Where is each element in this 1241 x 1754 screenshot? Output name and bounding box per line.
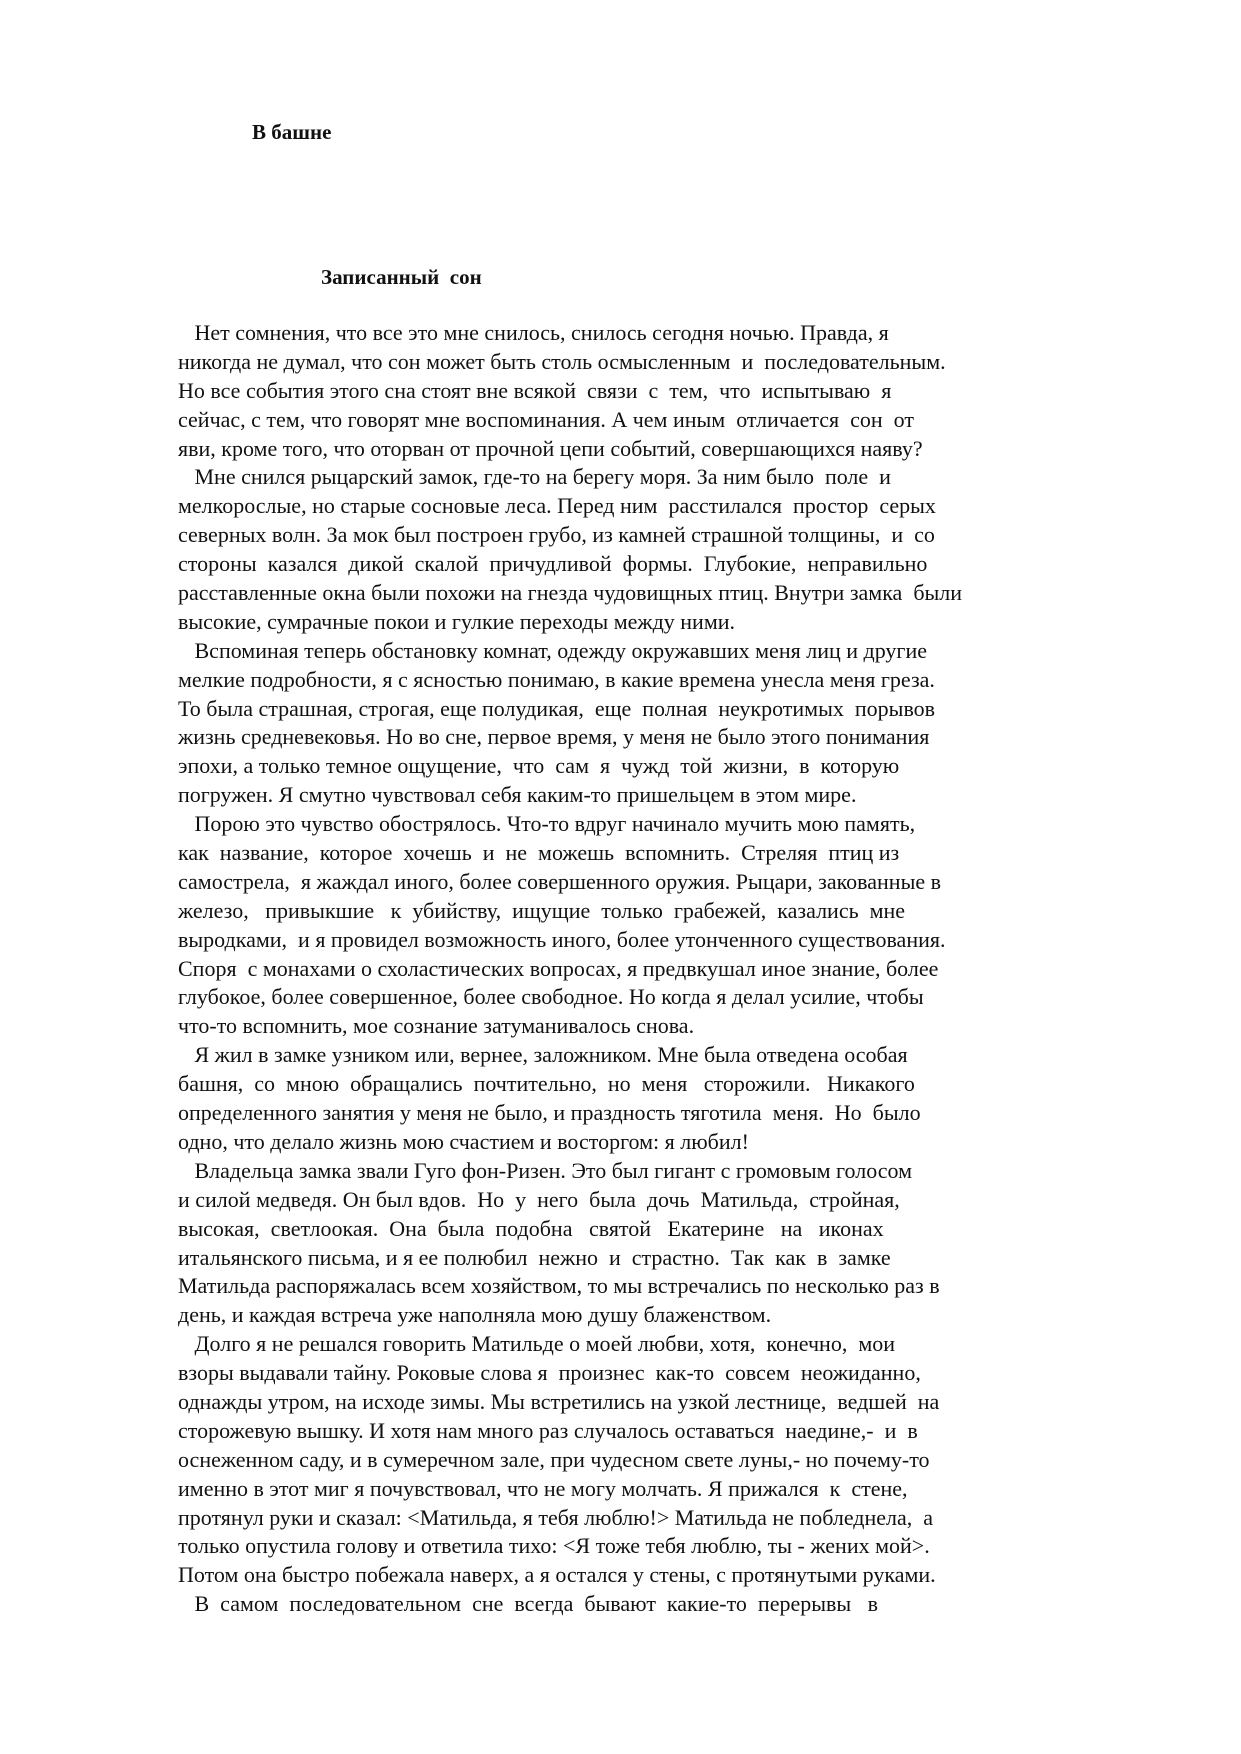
text-line: мелкорослые, но старые сосновые леса. Перед ним расстилался простор серых xyxy=(178,493,936,519)
text-line: Мне снился рыцарский замок, где-то на берегу моря. За ним было поле и xyxy=(178,464,891,490)
text-line: Потом она быстро побежала наверх, а я остался у стены, с протянутыми руками. xyxy=(178,1562,936,1588)
text-line: оснеженном саду, и в сумеречном зале, при чудесном свете луны,- но почему-то xyxy=(178,1446,930,1472)
text-line: итальянского письма, и я ее полюбил нежно и страстно. Так как в замке xyxy=(178,1244,891,1270)
text-line: высокие, сумрачные покои и гулкие переходы между ними. xyxy=(178,608,736,634)
text-line: Вспоминая теперь обстановку комнат, одежду окружавших меня лиц и другие xyxy=(178,637,927,663)
text-line: глубокое, более совершенное, более свободное. Но когда я делал усилие, чтобы xyxy=(178,984,924,1010)
text-line: Но все события этого сна стоят вне всякой связи с тем, что испытываю я xyxy=(178,377,892,403)
text-line: погружен. Я смутно чувствовал себя каким-то пришельцем в этом мире. xyxy=(178,782,857,808)
text-line: эпохи, а только темное ощущение, что сам я чужд той жизни, в которую xyxy=(178,753,900,779)
text-line: Матильда распоряжалась всем хозяйством, то мы встречались по несколько раз в xyxy=(178,1273,940,1299)
text-line: сторожевую вышку. И хотя нам много раз случалось оставаться наедине,- и в xyxy=(178,1417,918,1443)
text-line: мелкие подробности, я с ясностью понимаю, в какие времена унесла меня греза. xyxy=(178,666,935,692)
text-line: расставленные окна были похожи на гнезда чудовищных птиц. Внутри замка были xyxy=(178,580,963,606)
text-line: жизнь средневековья. Но во сне, первое время, у меня не было этого понимания xyxy=(178,724,930,750)
text-line: никогда не думал, что сон может быть столь осмысленным и последовательным. xyxy=(178,348,946,374)
text-line: выродками, и я провидел возможность иного, более утонченного существования. xyxy=(178,926,946,952)
text-line: северных волн. За мок был построен грубо, из камней страшной толщины, и со xyxy=(178,522,935,548)
text-line: Порою это чувство обострялось. Что-то вдруг начинало мучить мою память, xyxy=(178,811,916,837)
text-line: взоры выдавали тайну. Роковые слова я произнес как-то совсем неожиданно, xyxy=(178,1360,921,1386)
text-line: Я жил в замке узником или, вернее, заложником. Мне была отведена особая xyxy=(178,1042,908,1068)
text-line: одно, что делало жизнь мою счастием и восторгом: я любил! xyxy=(178,1128,749,1154)
text-line: В самом последовательном сне всегда бывают какие-то перерывы в xyxy=(178,1591,879,1617)
text-line: высокая, светлоокая. Она была подобна святой Екатерине на иконах xyxy=(178,1215,884,1241)
text-line: именно в этот миг я почувствовал, что не могу молчать. Я прижался к стене, xyxy=(178,1475,908,1501)
text-line: только опустила голову и ответила тихо: <Я тоже тебя люблю, ты - жених мой>. xyxy=(178,1533,930,1559)
text-line: Владельца замка звали Гуго фон-Ризен. Это был гигант с громовым голосом xyxy=(178,1157,913,1183)
text-line: То была страшная, строгая, еще полудикая, еще полная неукротимых порывов xyxy=(178,695,936,721)
text-line: определенного занятия у меня не было, и праздность тяготила меня. Но было xyxy=(178,1100,921,1126)
text-line: что-то вспомнить, мое сознание затуманивалось снова. xyxy=(178,1013,695,1039)
text-line: Долго я не решался говорить Матильде о моей любви, хотя, конечно, мои xyxy=(178,1331,896,1357)
text-line: стороны казался дикой скалой причудливой формы. Глубокие, неправильно xyxy=(178,551,928,577)
text-line: Споря с монахами о схоластических вопросах, я предвкушал иное знание, более xyxy=(178,955,939,981)
text-line: сейчас, с тем, что говорят мне воспоминания. А чем иным отличается сон от xyxy=(178,406,914,432)
text-line: башня, со мною обращались почтительно, но меня сторожили. Никакого xyxy=(178,1071,915,1097)
body-text xyxy=(178,319,1078,1619)
text-line: однажды утром, на исходе зимы. Мы встретились на узкой лестнице, ведшей на xyxy=(178,1388,940,1414)
chapter-title: Записанный сон xyxy=(321,265,482,289)
text-line: день, и каждая встреча уже наполняла мою душу блаженством. xyxy=(178,1302,772,1328)
document-title: В башне xyxy=(252,120,332,144)
text-line: протянул руки и сказал: <Матильда, я тебя люблю!> Матильда не побледнела, а xyxy=(178,1504,934,1530)
text-line: Нет сомнения, что все это мне снилось, снилось сегодня ночью. Правда, я xyxy=(178,320,889,345)
text-line: железо, привыкшие к убийству, ищущие только грабежей, казались мне xyxy=(178,897,906,923)
text-line: яви, кроме того, что оторван от прочной цепи событий, совершающихся наяву? xyxy=(178,435,923,461)
text-line: и силой медведя. Он был вдов. Но у него была дочь Матильда, стройная, xyxy=(178,1186,900,1212)
text-line: самострела, я жаждал иного, более совершенного оружия. Рыцари, закованные в xyxy=(178,868,941,894)
text-line: как название, которое хочешь и не можешь вспомнить. Стреляя птиц из xyxy=(178,840,900,866)
